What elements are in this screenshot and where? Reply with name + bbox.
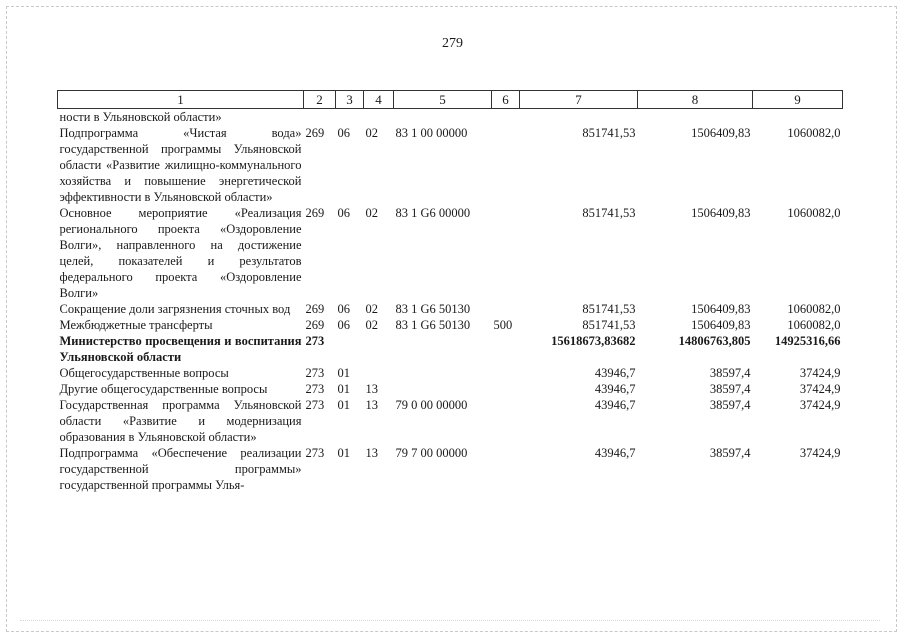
column-header: 6 (492, 91, 520, 109)
row-ministry-code: 269 (305, 126, 325, 140)
row-section-code: 01 (337, 382, 350, 396)
row-expense-type (492, 125, 520, 205)
row-ministry-code (304, 109, 336, 126)
row-name-cell: Другие общегосударственные вопросы (59, 382, 268, 396)
row-expense-type (492, 301, 520, 317)
row-target-code (394, 381, 492, 397)
row-amount-year1: 43946,7 (594, 382, 636, 396)
row-expense-type (492, 397, 520, 445)
row-amount-year1 (520, 109, 638, 126)
table-row (58, 317, 843, 333)
column-header: 9 (753, 91, 843, 109)
row-subsection-code: 13 (365, 382, 378, 396)
row-section-code: 06 (337, 318, 350, 332)
row-target-code: 83 1 G6 50130 (395, 302, 471, 316)
row-name-cell: Подпрограмма «Чистая вода» государственной программы Ульяновской области «Развитие жилищно-коммунального хозяйства и повышение энергетической эффективности в Ульяновской области» (59, 126, 302, 204)
row-amount-year2: 1506409,83 (691, 318, 751, 332)
row-amount-year2 (638, 109, 753, 126)
row-amount-year2: 38597,4 (709, 366, 751, 380)
row-name-cell: Сокращение доли загрязнения сточных вод (59, 302, 291, 316)
row-ministry-code: 269 (305, 206, 325, 220)
row-amount-year2: 14806763,805 (678, 334, 751, 348)
row-amount-year2: 1506409,83 (691, 126, 751, 140)
row-expense-type (492, 333, 520, 365)
row-name-cell: Межбюджетные трансферты (59, 318, 213, 332)
row-amount-year2: 38597,4 (709, 446, 751, 460)
table-row (58, 125, 843, 205)
row-amount-year1: 43946,7 (594, 446, 636, 460)
row-ministry-code: 269 (305, 302, 325, 316)
row-amount-year2: 1506409,83 (691, 302, 751, 316)
column-header: 2 (304, 91, 336, 109)
row-target-code: 83 1 G6 50130 (395, 318, 471, 332)
row-name-cell: Министерство просвещения и воспитания Ульяновской области (59, 334, 302, 364)
row-amount-year1: 851741,53 (582, 302, 636, 316)
row-amount-year2: 1506409,83 (691, 206, 751, 220)
page-number: 279 (442, 36, 463, 51)
row-amount-year3: 1060082,0 (787, 318, 841, 332)
row-amount-year1: 43946,7 (594, 398, 636, 412)
column-header: 8 (638, 91, 753, 109)
table-row (58, 205, 843, 301)
row-name-cell: Основное мероприятие «Реализация регионального проекта «Оздоровление Волги», направленного на достижение целей, показателей и результатов федерального проекта «Оздоровление Волги» (59, 206, 302, 300)
row-section-code: 06 (337, 302, 350, 316)
row-section-code: 01 (337, 446, 350, 460)
row-subsection-code (364, 365, 394, 381)
row-amount-year2: 38597,4 (709, 382, 751, 396)
row-section-code: 01 (337, 366, 350, 380)
row-ministry-code: 269 (305, 318, 325, 332)
table-row (58, 365, 843, 381)
table-row (58, 333, 843, 365)
table-row (58, 381, 843, 397)
row-amount-year3: 37424,9 (799, 382, 841, 396)
row-target-code: 79 7 00 00000 (395, 446, 468, 460)
budget-table (57, 90, 843, 493)
table-row (58, 397, 843, 445)
row-ministry-code: 273 (305, 398, 325, 412)
row-name-cell: ности в Ульяновской области» (59, 110, 222, 124)
row-amount-year1: 851741,53 (582, 318, 636, 332)
row-subsection-code: 02 (365, 126, 378, 140)
row-amount-year3: 37424,9 (799, 398, 841, 412)
row-ministry-code: 273 (305, 446, 325, 460)
row-ministry-code: 273 (305, 334, 325, 348)
row-name-cell: Общегосударственные вопросы (59, 366, 229, 380)
row-amount-year1: 43946,7 (594, 366, 636, 380)
row-subsection-code: 02 (365, 206, 378, 220)
row-target-code (394, 365, 492, 381)
row-target-code (394, 333, 492, 365)
column-header: 4 (364, 91, 394, 109)
scan-artifact-line (20, 620, 880, 625)
row-ministry-code: 273 (305, 366, 325, 380)
row-expense-type: 500 (493, 318, 513, 332)
row-name-cell: Государственная программа Ульяновской области «Развитие и модернизация образования в Ульяновской области» (59, 398, 302, 444)
row-subsection-code (364, 109, 394, 126)
table-row (58, 445, 843, 493)
row-amount-year3: 1060082,0 (787, 206, 841, 220)
table-body (58, 109, 843, 494)
row-amount-year1: 851741,53 (582, 206, 636, 220)
table-header-row (58, 91, 843, 109)
row-section-code (336, 109, 364, 126)
row-ministry-code: 273 (305, 382, 325, 396)
row-subsection-code: 02 (365, 302, 378, 316)
column-header: 7 (520, 91, 638, 109)
row-amount-year1: 851741,53 (582, 126, 636, 140)
row-subsection-code: 13 (365, 398, 378, 412)
column-header: 1 (58, 91, 304, 109)
row-amount-year3: 1060082,0 (787, 302, 841, 316)
row-target-code: 79 0 00 00000 (395, 398, 468, 412)
table-row (58, 301, 843, 317)
row-section-code: 01 (337, 398, 350, 412)
row-subsection-code (364, 333, 394, 365)
row-subsection-code: 02 (365, 318, 378, 332)
row-expense-type (492, 381, 520, 397)
column-header: 5 (394, 91, 492, 109)
row-section-code (336, 333, 364, 365)
row-expense-type (492, 109, 520, 126)
row-expense-type (492, 445, 520, 493)
row-target-code (394, 109, 492, 126)
row-amount-year3: 14925316,66 (774, 334, 841, 348)
row-amount-year3: 37424,9 (799, 446, 841, 460)
row-expense-type (492, 365, 520, 381)
row-section-code: 06 (337, 126, 350, 140)
table-row (58, 109, 843, 126)
row-amount-year3: 1060082,0 (787, 126, 841, 140)
row-target-code: 83 1 00 00000 (395, 126, 468, 140)
row-name-cell: Подпрограмма «Обеспечение реализации государственной программы» государственной программы Улья- (59, 446, 302, 492)
row-amount-year1: 15618673,83682 (551, 334, 636, 348)
row-subsection-code: 13 (365, 446, 378, 460)
row-expense-type (492, 205, 520, 301)
row-section-code: 06 (337, 206, 350, 220)
column-header: 3 (336, 91, 364, 109)
row-amount-year3: 37424,9 (799, 366, 841, 380)
row-amount-year3 (753, 109, 843, 126)
row-target-code: 83 1 G6 00000 (395, 206, 471, 220)
row-amount-year2: 38597,4 (709, 398, 751, 412)
